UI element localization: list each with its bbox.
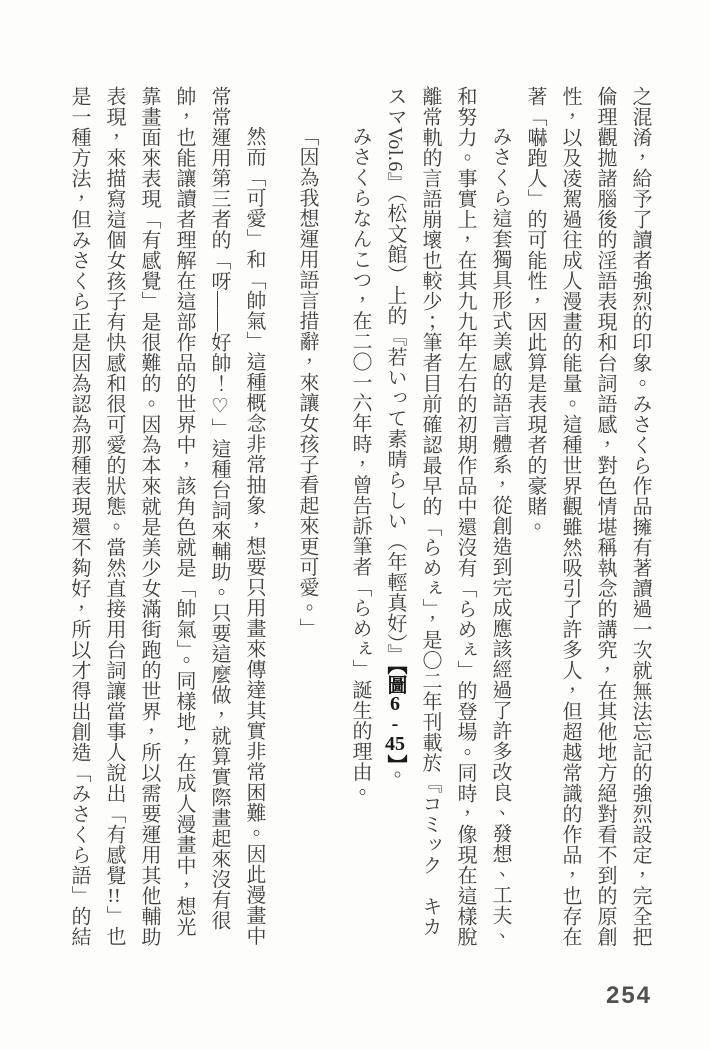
text-run: 常常運用第三者的「呀——好帥！	[208, 86, 230, 394]
text-column: 是一種方法，但みさくら正是因為認為那種表現還不夠好，所以才得出創造「みさくら語」的結	[68, 86, 90, 947]
text-column	[201, 86, 236, 936]
figure-ref-dash: -	[391, 714, 399, 735]
text-column: 然而「可愛」和「帥氣」這種概念非常抽象，想要只用畫來傳達其實非常困難。因此漫畫中	[243, 126, 265, 946]
text-column: 帥，也能讓讀者理解在這部作品的世界中，該角色就是「帥氣」。同樣地，在成人漫畫中，想光	[173, 86, 195, 937]
text-run: 表現，來描寫這個女孩子有快感和很可愛的狀態。當然直接用台詞讓當事人說出「有感覺	[103, 86, 125, 886]
text-column: 靠畫面來表現「有感覺」是很難的。因為本來就是美少女滿街跑的世界，所以需要運用其他輔助	[138, 86, 160, 947]
figure-ref-close: 】	[384, 754, 406, 765]
text-column: 倫理觀拋諸腦後的淫語表現和台詞語感，對色情堪稱執念的講究，在其他地方絕對看不到的原創	[594, 86, 616, 947]
page-number: 254	[605, 982, 653, 1009]
text-column: 性，以及凌駕過往成人漫畫的能量。這種世界觀雖然吸引了許多人，但超越常識的作品，也存在	[559, 86, 581, 947]
quote-column: 「因為我想運用語言措辭，來讓女孩子看起來更可愛。」	[296, 126, 318, 639]
heart-symbol: ♡	[208, 393, 230, 418]
text-column: 離常軌的言語崩壞也較少；筆者目前確認最早的「らめぇ」，是〇二年刊載於『コミック キカ	[419, 86, 441, 937]
text-column	[96, 86, 131, 947]
figure-ref-open: 【圖	[384, 664, 406, 695]
text-run: 。	[384, 764, 406, 785]
body-text	[61, 86, 657, 947]
text-column: 和努力。事實上，在其九九年左右的初期作品中還沒有「らめぇ」的登場。同時，像現在這樣脫	[454, 86, 476, 947]
paragraph-quote	[289, 86, 324, 936]
figure-ref-number: 45	[385, 734, 405, 755]
figure-ref-number: 6	[390, 694, 400, 715]
paragraph-2	[377, 86, 517, 947]
paragraph-1	[517, 86, 657, 947]
text-column: みさくら這套獨具形式美感的語言體系，從創造到完成應該經過了許多改良、發想、工夫、	[489, 126, 511, 946]
text-column	[377, 86, 412, 936]
text-column: 著「嚇跑人」的可能性，因此算是表現者的豪賭。	[524, 86, 546, 537]
paragraph-4	[61, 86, 271, 947]
text-column: みさくらなんこつ，在二〇一六年時，曾告訴筆者「らめぇ」誕生的理由。	[349, 126, 371, 803]
text-run: 」也	[103, 905, 125, 947]
paragraph-3	[342, 86, 377, 936]
double-exclamation: !!	[107, 885, 121, 906]
figure-reference	[384, 664, 406, 764]
text-run: 」這種台詞來輔助。只要這麼做，就算實際畫起來沒有很	[208, 418, 230, 931]
text-run: スマVol.6』（松文館）上的『若いって素晴らしい（年輕真好）』	[384, 86, 406, 665]
text-column: 之混淆，給予了讀者強烈的印象。みさくら作品擁有著讀過一次就無法忘記的強烈設定，完全把	[629, 86, 651, 947]
